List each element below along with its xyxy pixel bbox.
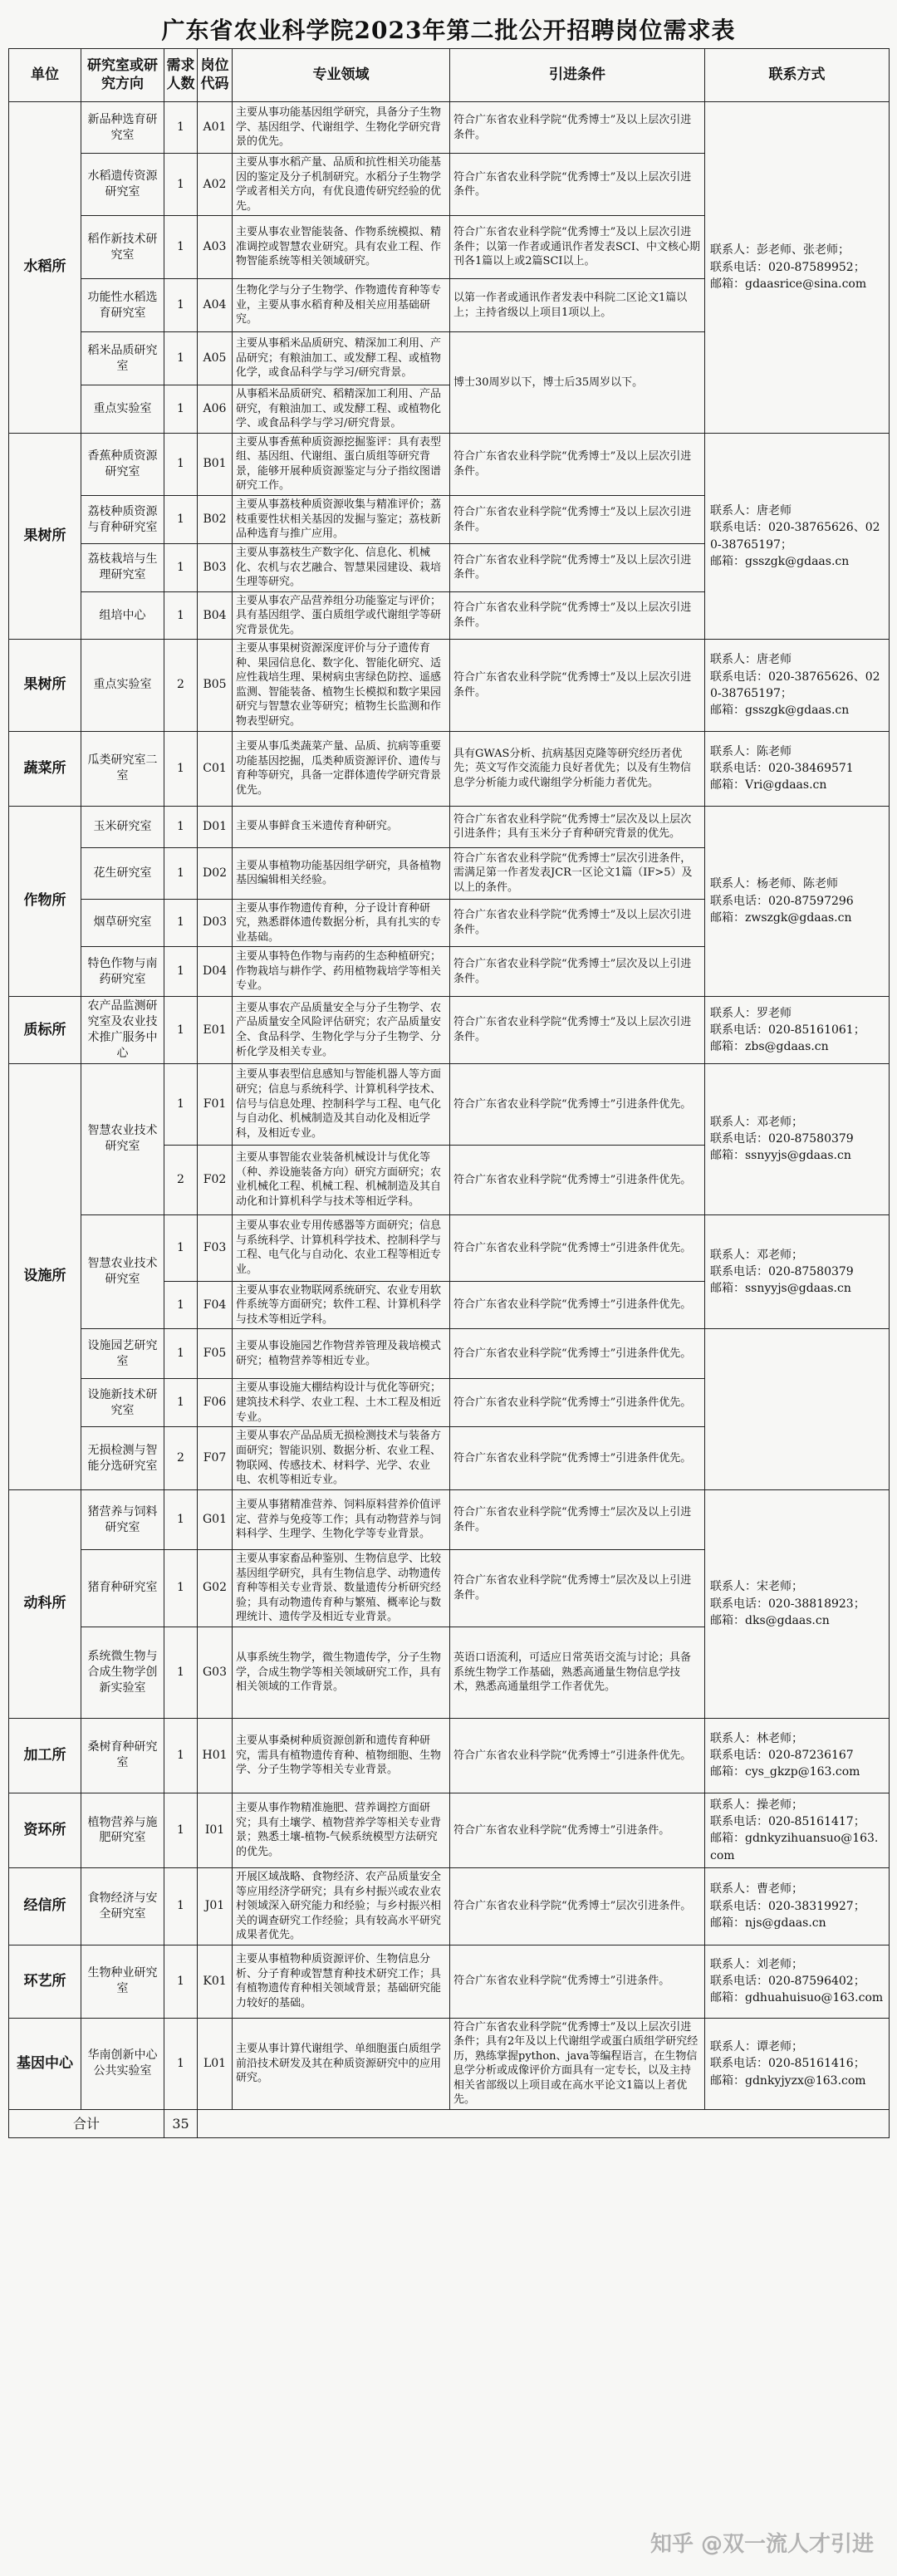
count-cell: 2 xyxy=(164,1145,198,1214)
count-cell: 1 xyxy=(164,1281,198,1329)
code-cell: F02 xyxy=(198,1145,233,1214)
lab-cell: 智慧农业技术研究室 xyxy=(81,1214,164,1329)
code-cell: B02 xyxy=(198,496,233,544)
code-cell: A03 xyxy=(198,216,233,279)
count-cell: 2 xyxy=(164,640,198,731)
count-cell: 1 xyxy=(164,385,198,434)
field-cell: 主要从事农业物联网系统研究、农业专用软件系统等方面研究；软件工程、计算机科学与技术等相近学科。 xyxy=(233,1281,450,1329)
count-cell: 1 xyxy=(164,1627,198,1718)
table-row xyxy=(9,1867,890,1945)
condition-cell: 具有GWAS分析、抗病基因克隆等研究经历者优先；英文写作交流能力良好者优先；以及有生物信息学分析能力或代谢组学分析能力者优先。 xyxy=(450,731,705,806)
field-cell: 主要从事猪精准营养、饲料原料营养价值评定、营养与免疫等工作；具有动物营养与饲料科学、生理学、生物化学等专业背景。 xyxy=(233,1490,450,1550)
code-cell: B03 xyxy=(198,544,233,592)
count-cell: 1 xyxy=(164,154,198,216)
contact-cell: 联系人：林老师； 联系电话：020-87236167 邮箱：cys_gkzp@163.com xyxy=(705,1718,890,1793)
lab-cell: 新品种选育研究室 xyxy=(81,102,164,154)
condition-cell: 符合广东省农业科学院“优秀博士”层次及以上引进条件。 xyxy=(450,1490,705,1550)
contact-cell: 联系人：宋老师； 联系电话：020-38818923； 邮箱：dks@gdaas.cn xyxy=(705,1490,890,1719)
code-cell: F06 xyxy=(198,1379,233,1427)
lab-cell: 特色作物与南药研究室 xyxy=(81,947,164,997)
count-cell: 1 xyxy=(164,1945,198,2018)
field-cell: 主要从事特色作物与南药的生态种植研究；作物栽培与耕作学、药用植物栽培学等相关专业。 xyxy=(233,947,450,997)
count-cell: 1 xyxy=(164,1793,198,1867)
table-row xyxy=(9,1329,890,1379)
code-cell: I01 xyxy=(198,1793,233,1867)
page-title: 广东省农业科学院2023年第二批公开招聘岗位需求表 xyxy=(161,17,736,44)
contact-cell: 联系人：邓老师； 联系电话：020-87580379 邮箱：ssnyyjs@gdaas.cn xyxy=(705,1063,890,1214)
lab-cell: 玉米研究室 xyxy=(81,806,164,847)
lab-cell: 生物种业研究室 xyxy=(81,1945,164,2018)
table-body xyxy=(9,102,890,2110)
unit-cell: 蔬菜所 xyxy=(9,731,81,806)
code-cell: F03 xyxy=(198,1214,233,1281)
lab-cell: 功能性水稻选育研究室 xyxy=(81,279,164,332)
condition-cell: 英语口语流利，可适应日常英语交流与讨论；具备系统生物学工作基础，熟悉高通量生物信息学技术，熟悉高通量组学工作者优先。 xyxy=(450,1627,705,1718)
field-cell: 主要从事荔枝生产数字化、信息化、机械化、农机与农艺融合、智慧果园建设、栽培生理等研究。 xyxy=(233,544,450,592)
code-cell: B04 xyxy=(198,591,233,640)
field-cell: 主要从事鲜食玉米遗传育种研究。 xyxy=(233,806,450,847)
field-cell: 主要从事计算代谢组学、单细胞蛋白质组学前沿技术研发及其在种质资源研究中的应用研究。 xyxy=(233,2018,450,2109)
code-cell: L01 xyxy=(198,2018,233,2109)
header-contact: 联系方式 xyxy=(705,49,890,102)
condition-cell: 符合广东省农业科学院“优秀博士”层次及以上层次引进条件；具有玉米分子育种研究背景的优先。 xyxy=(450,806,705,847)
field-cell: 主要从事农产品质量安全与分子生物学、农产品质量安全风险评估研究；农产品质量安全、食品科学、生物化学与分子生物学、分析化学及相关专业。 xyxy=(233,997,450,1064)
code-cell: G01 xyxy=(198,1490,233,1550)
condition-cell: 符合广东省农业科学院“优秀博士”引进条件。 xyxy=(450,1793,705,1867)
lab-cell: 无损检测与智能分选研究室 xyxy=(81,1427,164,1490)
condition-cell: 符合广东省农业科学院“优秀博士”及以上层次引进条件。 xyxy=(450,433,705,495)
field-cell: 主要从事功能基因组学研究，具备分子生物学、基因组学、代谢组学、生物化学研究背景的优先。 xyxy=(233,102,450,154)
table-row xyxy=(9,1945,890,2018)
field-cell: 主要从事农业专用传感器等方面研究；信息与系统科学、计算机科学技术、控制科学与工程、电气化与自动化、农业工程等相近专业。 xyxy=(233,1214,450,1281)
count-cell: 1 xyxy=(164,433,198,495)
lab-cell: 稻米品质研究室 xyxy=(81,332,164,385)
condition-cell: 符合广东省农业科学院“优秀博士”层次引进条件，需满足第一作者发表JCR一区论文1篇（IF>5）及以上的条件。 xyxy=(450,847,705,899)
contact-cell xyxy=(705,1329,890,1490)
lab-cell: 瓜类研究室二室 xyxy=(81,731,164,806)
count-cell: 1 xyxy=(164,847,198,899)
condition-cell: 符合广东省农业科学院“优秀博士”及以上层次引进条件。 xyxy=(450,496,705,544)
count-cell: 1 xyxy=(164,591,198,640)
count-cell: 2 xyxy=(164,1427,198,1490)
field-cell: 主要从事桑树种质资源创新和遗传育种研究，需具有植物遗传育种、植物细胞、生物学、分子生物学等相关专业背景。 xyxy=(233,1718,450,1793)
code-cell: A04 xyxy=(198,279,233,332)
field-cell: 主要从事水稻产量、品质和抗性相关功能基因的鉴定及分子机制研究。水稻分子生物学学或者相关方向，有优良遗传研究经验的优先。 xyxy=(233,154,450,216)
field-cell: 主要从事荔枝种质资源收集与精准评价；荔枝重要性状相关基因的发掘与鉴定；荔枝新品种选育与推广应用。 xyxy=(233,496,450,544)
field-cell: 主要从事农产品营养组分功能鉴定与评价；具有基因组学、蛋白质组学或代谢组学等研究背景优先。 xyxy=(233,591,450,640)
code-cell: A02 xyxy=(198,154,233,216)
lab-cell: 农产品监测研究室及农业技术推广服务中心 xyxy=(81,997,164,1064)
lab-cell: 重点实验室 xyxy=(81,640,164,731)
unit-cell: 加工所 xyxy=(9,1718,81,1793)
lab-cell: 重点实验室 xyxy=(81,385,164,434)
count-cell: 1 xyxy=(164,1490,198,1550)
contact-cell: 联系人：唐老师 联系电话：020-38765626、020-38765197； 邮箱：gsszgk@gdaas.cn xyxy=(705,640,890,731)
condition-cell: 符合广东省农业科学院“优秀博士”引进条件优先。 xyxy=(450,1427,705,1490)
table-header-row xyxy=(9,49,890,102)
count-cell: 1 xyxy=(164,997,198,1064)
code-cell: A05 xyxy=(198,332,233,385)
code-cell: D02 xyxy=(198,847,233,899)
condition-cell: 符合广东省农业科学院“优秀博士”及以上层次引进条件。 xyxy=(450,544,705,592)
lab-cell: 系统微生物与合成生物学创新实验室 xyxy=(81,1627,164,1718)
table-row xyxy=(9,102,890,154)
condition-cell: 符合广东省农业科学院“优秀博士”及以上层次引进条件；以第一作者或通讯作者发表SCI、中文核心期刊各1篇以上或2篇SCI以上。 xyxy=(450,216,705,279)
count-cell: 1 xyxy=(164,216,198,279)
lab-cell: 猪营养与饲料研究室 xyxy=(81,1490,164,1550)
field-cell: 主要从事农产品品质无损检测技术与装备方面研究；智能识别、数据分析、农业工程、物联网、传感技术、材料学、光学、农业电、农机等相近专业。 xyxy=(233,1427,450,1490)
lab-cell: 荔枝种质资源与育种研究室 xyxy=(81,496,164,544)
total-row xyxy=(9,2110,890,2138)
unit-cell: 设施所 xyxy=(9,1063,81,1489)
field-cell: 主要从事设施园艺作物营养管理及栽培模式研究；植物营养等相近专业。 xyxy=(233,1329,450,1379)
count-cell: 1 xyxy=(164,332,198,385)
header-lab: 研究室或研究方向 xyxy=(81,49,164,102)
table-row xyxy=(9,997,890,1064)
contact-cell: 联系人：操老师； 联系电话：020-85161417； 邮箱：gdnkyzihuansuo@163.com xyxy=(705,1793,890,1867)
condition-cell: 符合广东省农业科学院“优秀博士”及以上层次引进条件。 xyxy=(450,640,705,731)
lab-cell: 荔枝栽培与生理研究室 xyxy=(81,544,164,592)
field-cell: 从事稻米品质研究、稻精深加工利用、产品研究，有粮油加工、或发酵工程、或植物化学、或食品科学与学习/研究背景。 xyxy=(233,385,450,434)
field-cell: 主要从事设施大棚结构设计与优化等研究；建筑技术科学、农业工程、土木工程及相近专业。 xyxy=(233,1379,450,1427)
lab-cell: 植物营养与施肥研究室 xyxy=(81,1793,164,1867)
field-cell: 生物化学与分子生物学、作物遗传育种等专业，主要从事水稻育种及相关应用基础研究。 xyxy=(233,279,450,332)
count-cell: 1 xyxy=(164,1867,198,1945)
code-cell: F04 xyxy=(198,1281,233,1329)
unit-cell: 质标所 xyxy=(9,997,81,1064)
count-cell: 1 xyxy=(164,1214,198,1281)
field-cell: 主要从事农业智能装备、作物系统模拟、精准调控或智慧农业研究。具有农业工程、作物智能系统等相关领域研究。 xyxy=(233,216,450,279)
field-cell: 主要从事植物功能基因组学研究，具备植物基因编辑相关经验。 xyxy=(233,847,450,899)
count-cell: 1 xyxy=(164,1063,198,1145)
contact-cell: 联系人：刘老师； 联系电话：020-87596402； 邮箱：gdhuahuisuo@163.com xyxy=(705,1945,890,2018)
recruitment-table xyxy=(8,48,890,2138)
unit-cell: 资环所 xyxy=(9,1793,81,1867)
header-count: 需求人数 xyxy=(164,49,198,102)
table-row xyxy=(9,2018,890,2109)
condition-cell: 符合广东省农业科学院“优秀博士”及以上层次引进条件。 xyxy=(450,591,705,640)
condition-cell: 符合广东省农业科学院“优秀博士”引进条件优先。 xyxy=(450,1214,705,1281)
header-condition: 引进条件 xyxy=(450,49,705,102)
field-cell: 主要从事表型信息感知与智能机器人等方面研究；信息与系统科学、计算机科学技术、信号与信息处理、控制科学与工程、电气化与自动化、机械制造及其自动化及相近学科，及相近专业。 xyxy=(233,1063,450,1145)
lab-cell: 组培中心 xyxy=(81,591,164,640)
code-cell: A06 xyxy=(198,385,233,434)
code-cell: F05 xyxy=(198,1329,233,1379)
field-cell: 主要从事植物种质资源评价、生物信息分析、分子育种或智慧育种技术研究工作；具有植物遗传育种相关领域背景；基础研究能力较好的基础。 xyxy=(233,1945,450,2018)
field-cell: 开展区域战略、食物经济、农产品质量安全等应用经济学研究；具有乡村振兴或农业农村领域深入研究能力和经验；与乡村振兴相关的调查研究工作经验；具有较高水平研究成果者优先。 xyxy=(233,1867,450,1945)
field-cell: 主要从事瓜类蔬菜产量、品质、抗病等重要功能基因挖掘，瓜类种质资源评价、遗传与育种等研究，具备一定群体遗传学研究背景优先。 xyxy=(233,731,450,806)
code-cell: K01 xyxy=(198,1945,233,2018)
field-cell: 主要从事果树资源深度评价与分子遗传育种、果园信息化、数字化、智能化研究、适应性栽培生理、果树病虫害绿色防控、遥感监测、智能装备、植物生长模拟和数字果园研究与智慧农业等研究；植物生长监测和作物表型研究。 xyxy=(233,640,450,731)
condition-cell: 符合广东省农业科学院“优秀博士”及以上层次引进条件。 xyxy=(450,154,705,216)
table-row xyxy=(9,1490,890,1550)
code-cell: E01 xyxy=(198,997,233,1064)
contact-cell: 联系人：彭老师、张老师； 联系电话：020-87589952； 邮箱：gdaasrice@sina.com xyxy=(705,102,890,434)
condition-cell: 符合广东省农业科学院“优秀博士”引进条件优先。 xyxy=(450,1718,705,1793)
total-count: 35 xyxy=(164,2110,198,2138)
lab-cell: 设施园艺研究室 xyxy=(81,1329,164,1379)
header-field: 专业领域 xyxy=(233,49,450,102)
table-row xyxy=(9,1718,890,1793)
lab-cell: 花生研究室 xyxy=(81,847,164,899)
condition-cell: 以第一作者或通讯作者发表中科院二区论文1篇以上；主持省级以上项目1项以上。 xyxy=(450,279,705,332)
condition-cell: 符合广东省农业科学院“优秀博士”引进条件优先。 xyxy=(450,1281,705,1329)
condition-cell: 符合广东省农业科学院“优秀博士”层次及以上引进条件。 xyxy=(450,1550,705,1627)
lab-cell: 香蕉种质资源研究室 xyxy=(81,433,164,495)
code-cell: D01 xyxy=(198,806,233,847)
contact-cell: 联系人：罗老师 联系电话：020-85161061； 邮箱：zbs@gdaas.cn xyxy=(705,997,890,1064)
unit-cell: 基因中心 xyxy=(9,2018,81,2109)
unit-cell: 经信所 xyxy=(9,1867,81,1945)
code-cell: C01 xyxy=(198,731,233,806)
table-row xyxy=(9,1793,890,1867)
count-cell: 1 xyxy=(164,731,198,806)
lab-cell: 智慧农业技术研究室 xyxy=(81,1063,164,1214)
lab-cell: 华南创新中心公共实验室 xyxy=(81,2018,164,2109)
unit-cell: 果树所 xyxy=(9,433,81,639)
watermark: 知乎 @双一流人才引进 xyxy=(649,2532,874,2557)
condition-cell: 符合广东省农业科学院“优秀博士”及以上层次引进条件。 xyxy=(450,997,705,1064)
table-row xyxy=(9,1063,890,1145)
condition-cell: 符合广东省农业科学院“优秀博士”引进条件。 xyxy=(450,1945,705,2018)
count-cell: 1 xyxy=(164,899,198,947)
count-cell: 1 xyxy=(164,102,198,154)
contact-cell: 联系人：谭老师； 联系电话：020-85161416； 邮箱：gdnkyjyzx@163.com xyxy=(705,2018,890,2109)
field-cell: 主要从事稻米品质研究、精深加工利用、产品研究；有粮油加工、或发酵工程、或植物化学，或食品科学与学习/研究背景。 xyxy=(233,332,450,385)
total-label: 合计 xyxy=(9,2110,164,2138)
field-cell: 主要从事家畜品种鉴别、生物信息学、比较基因组学研究，具有生物信息学、动物遗传育种等相关专业背景、数量遗传分析研究经验；具有动物遗传育种与繁殖、概率论与数理统计、遗传学及相近专业背景。 xyxy=(233,1550,450,1627)
header-code: 岗位代码 xyxy=(198,49,233,102)
lab-cell: 食物经济与安全研究室 xyxy=(81,1867,164,1945)
field-cell: 主要从事作物遗传育种，分子设计育种研究，熟悉群体遗传数据分析，具有扎实的专业基础。 xyxy=(233,899,450,947)
code-cell: H01 xyxy=(198,1718,233,1793)
table-row xyxy=(9,640,890,731)
code-cell: F01 xyxy=(198,1063,233,1145)
table-row xyxy=(9,806,890,847)
condition-cell: 博士30周岁以下，博士后35周岁以下。 xyxy=(450,332,705,434)
field-cell: 从事系统生物学，微生物遗传学，分子生物学，合成生物学等相关领域研究工作，具有相关领域的工作背景。 xyxy=(233,1627,450,1718)
condition-cell: 符合广东省农业科学院“优秀博士”及以上层次引进条件。 xyxy=(450,102,705,154)
unit-cell: 环艺所 xyxy=(9,1945,81,2018)
condition-cell: 符合广东省农业科学院“优秀博士”及以上层次引进条件；具有2年及以上代谢组学或蛋白质组学研究经历，熟练掌握python、java等编程语言，在生物信息学分析或成像评价方面具有一定专长，以及主持相关省部级以上项目或在高水平论文1篇以上者优先。 xyxy=(450,2018,705,2109)
count-cell: 1 xyxy=(164,806,198,847)
lab-cell: 烟草研究室 xyxy=(81,899,164,947)
code-cell: J01 xyxy=(198,1867,233,1945)
header-unit: 单位 xyxy=(9,49,81,102)
count-cell: 1 xyxy=(164,544,198,592)
unit-cell: 果树所 xyxy=(9,640,81,731)
unit-cell: 水稻所 xyxy=(9,102,81,434)
contact-cell: 联系人：曹老师； 联系电话：020-38319927； 邮箱：njs@gdaas.cn xyxy=(705,1867,890,1945)
field-cell: 主要从事香蕉种质资源挖掘鉴评：具有表型组、基因组、代谢组、蛋白质组等研究背景，能够开展种质资源鉴定与分子指纹图谱研究工作。 xyxy=(233,433,450,495)
condition-cell: 符合广东省农业科学院“优秀博士”层次及以上引进条件。 xyxy=(450,947,705,997)
count-cell: 1 xyxy=(164,2018,198,2109)
table-row xyxy=(9,433,890,495)
condition-cell: 符合广东省农业科学院“优秀博士”及以上层次引进条件。 xyxy=(450,899,705,947)
condition-cell: 符合广东省农业科学院“优秀博士”层次引进条件。 xyxy=(450,1867,705,1945)
code-cell: B01 xyxy=(198,433,233,495)
contact-cell: 联系人：杨老师、陈老师 联系电话：020-87597296 邮箱：zwszgk@gdaas.cn xyxy=(705,806,890,997)
condition-cell: 符合广东省农业科学院“优秀博士”引进条件优先。 xyxy=(450,1379,705,1427)
condition-cell: 符合广东省农业科学院“优秀博士”引进条件优先。 xyxy=(450,1063,705,1145)
code-cell: G02 xyxy=(198,1550,233,1627)
code-cell: G03 xyxy=(198,1627,233,1718)
lab-cell: 水稻遗传资源研究室 xyxy=(81,154,164,216)
contact-cell: 联系人：陈老师 联系电话：020-38469571 邮箱：Vri@gdaas.cn xyxy=(705,731,890,806)
code-cell: D03 xyxy=(198,899,233,947)
count-cell: 1 xyxy=(164,947,198,997)
field-cell: 主要从事智能农业装备机械设计与优化等（种、养设施装备方向）研究方面研究；农业机械化工程、机械工程、机械制造及其自动化和计算机科学与技术等相近学科。 xyxy=(233,1145,450,1214)
condition-cell: 符合广东省农业科学院“优秀博士”引进条件优先。 xyxy=(450,1329,705,1379)
count-cell: 1 xyxy=(164,1718,198,1793)
total-empty xyxy=(198,2110,890,2138)
unit-cell: 作物所 xyxy=(9,806,81,997)
count-cell: 1 xyxy=(164,279,198,332)
code-cell: B05 xyxy=(198,640,233,731)
code-cell: F07 xyxy=(198,1427,233,1490)
lab-cell: 稻作新技术研究室 xyxy=(81,216,164,279)
unit-cell: 动科所 xyxy=(9,1490,81,1719)
count-cell: 1 xyxy=(164,1379,198,1427)
code-cell: D04 xyxy=(198,947,233,997)
condition-cell: 符合广东省农业科学院“优秀博士”引进条件优先。 xyxy=(450,1145,705,1214)
table-row xyxy=(9,1214,890,1281)
lab-cell: 猪育种研究室 xyxy=(81,1550,164,1627)
count-cell: 1 xyxy=(164,1329,198,1379)
code-cell: A01 xyxy=(198,102,233,154)
count-cell: 1 xyxy=(164,1550,198,1627)
lab-cell: 桑树育种研究室 xyxy=(81,1718,164,1793)
contact-cell: 联系人：邓老师； 联系电话：020-87580379 邮箱：ssnyyjs@gdaas.cn xyxy=(705,1214,890,1329)
lab-cell: 设施新技术研究室 xyxy=(81,1379,164,1427)
table-row xyxy=(9,731,890,806)
count-cell: 1 xyxy=(164,496,198,544)
field-cell: 主要从事作物精准施肥、营养调控方面研究；具有土壤学、植物营养学等相关专业背景；熟悉土壤-植物-气候系统模型方法研究的优先。 xyxy=(233,1793,450,1867)
contact-cell: 联系人：唐老师 联系电话：020-38765626、020-38765197； 邮箱：gsszgk@gdaas.cn xyxy=(705,433,890,639)
